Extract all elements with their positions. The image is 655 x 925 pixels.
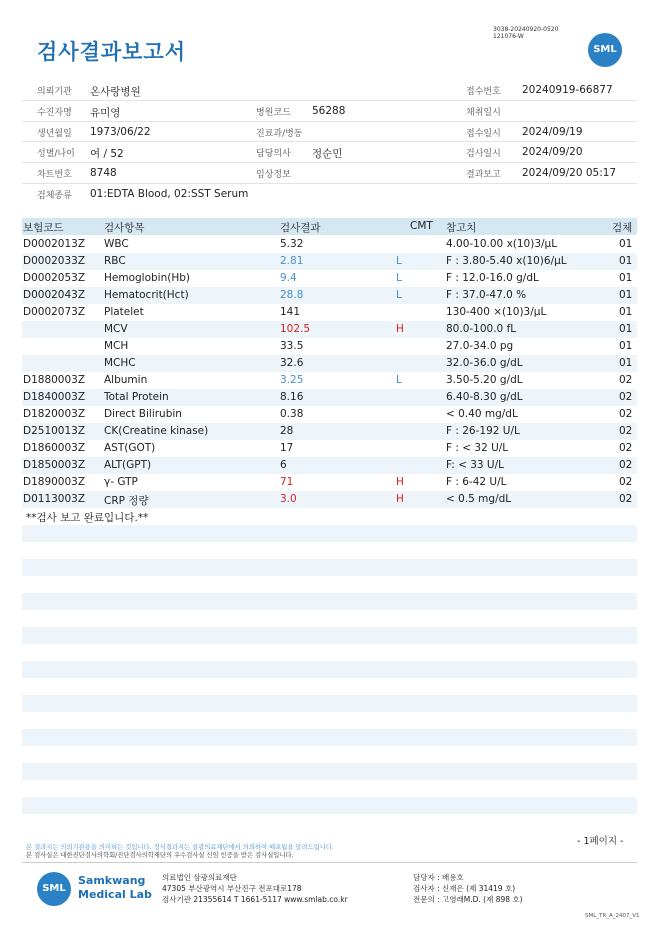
cell-ref: F : 6-42 U/L: [446, 476, 507, 488]
info-row: 성별/나이 여 / 52 담당의사 정순민 검사일시 2024/09/20: [22, 142, 637, 163]
table-row: [22, 491, 637, 508]
cell-code: D0002043Z: [23, 289, 86, 301]
empty-row: [22, 763, 637, 780]
empty-row: [22, 797, 637, 814]
hospital-code: 56288: [312, 104, 346, 117]
cell-ref: F : < 32 U/L: [446, 442, 509, 454]
table-row: [22, 321, 637, 338]
cell-cmt: H: [396, 493, 404, 505]
table-row: [22, 287, 637, 304]
cell-spec: 01: [619, 340, 633, 352]
cell-item: MCV: [104, 323, 128, 335]
cell-code: D0002053Z: [23, 272, 86, 284]
cell-ref: 3.50-5.20 g/dL: [446, 374, 523, 386]
cell-item: AST(GOT): [104, 442, 156, 454]
table-row: [22, 423, 637, 440]
completion-note: **검사 보고 완료입니다.**: [26, 512, 149, 524]
table-row: [22, 372, 637, 389]
results-table: [22, 236, 637, 508]
cell-ref: 80.0-100.0 fL: [446, 323, 517, 335]
patient-info: [22, 80, 637, 205]
results-table-header: 보험코드 검사항목 검사결과 CMT 참고치 검체: [22, 218, 637, 235]
cell-spec: 01: [619, 323, 633, 335]
institution: 온사랑병원: [90, 86, 141, 98]
cell-result: 28: [280, 425, 294, 437]
cell-code: D0002073Z: [23, 306, 86, 318]
birth-date: 1973/06/22: [90, 125, 151, 138]
info-row: 수진자명 유미영 병원코드 56288 채취일시: [22, 101, 637, 122]
cell-result: 28.8: [280, 289, 304, 301]
cell-spec: 01: [619, 272, 633, 284]
table-row: [22, 338, 637, 355]
divider: [22, 862, 637, 863]
chart-no: 8748: [90, 167, 117, 180]
info-row: 차트번호 8748 임상정보 결과보고 2024/09/20 05:17: [22, 163, 637, 184]
cell-item: Hemoglobin(Hb): [104, 272, 191, 284]
cell-code: D2510013Z: [23, 425, 86, 437]
cell-item: γ- GTP: [104, 476, 138, 488]
sml-logo: SML: [588, 33, 622, 67]
cell-spec: 01: [619, 306, 633, 318]
cell-ref: 27.0-34.0 pg: [446, 340, 514, 352]
table-row: [22, 406, 637, 423]
cell-spec: 01: [619, 289, 633, 301]
cell-code: D0113003Z: [23, 493, 86, 505]
cell-spec: 02: [619, 442, 633, 454]
disclaimer: 본 결과지는 의뢰기관용을 의미하는 것입니다. 정식결과지는 삼광의료재단에서 의뢰하여 배포됨을 알려드립니다.: [26, 844, 334, 851]
test-date: 2024/09/20: [522, 146, 583, 159]
cell-item: CK(Creatine kinase): [104, 425, 209, 437]
cell-ref: < 0.40 mg/dL: [446, 408, 518, 420]
org-address: 의료법인 삼광의료재단 47305 부산광역시 부산진구 전포대로178 검사기관 21355614 T 1661-5117 www.smlab.co.kr: [162, 873, 348, 904]
cell-result: 2.81: [280, 255, 304, 267]
brand-name: Samkwang Medical Lab: [78, 874, 152, 901]
cell-ref: 130-400 ×(10)3/μL: [446, 306, 547, 318]
cell-result: 32.6: [280, 357, 304, 369]
cell-item: CRP 정량: [104, 495, 149, 507]
receipt-date: 2024/09/19: [522, 125, 583, 138]
cell-spec: 02: [619, 493, 633, 505]
report-date: 2024/09/20 05:17: [522, 167, 617, 180]
cell-ref: F : 12.0-16.0 g/dL: [446, 272, 539, 284]
table-row: [22, 236, 637, 253]
cell-result: 141: [280, 306, 301, 318]
table-row: [22, 389, 637, 406]
cell-item: Total Protein: [104, 391, 169, 403]
cell-cmt: H: [396, 476, 404, 488]
cell-code: D1840003Z: [23, 391, 86, 403]
report-title: 검사결과보고서: [37, 40, 187, 64]
empty-row: [22, 695, 637, 712]
cell-result: 8.16: [280, 391, 304, 403]
cell-ref: < 0.5 mg/dL: [446, 493, 512, 505]
cell-item: Albumin: [104, 374, 148, 386]
page-number: - 1페이지 -: [577, 836, 624, 847]
cell-result: 17: [280, 442, 294, 454]
cell-ref: 6.40-8.30 g/dL: [446, 391, 523, 403]
table-row: [22, 270, 637, 287]
patient-name: 유미영: [90, 106, 121, 119]
cell-cmt: L: [396, 289, 402, 301]
table-row: [22, 457, 637, 474]
info-row: 검체종류 01:EDTA Blood, 02:SST Serum: [37, 187, 249, 201]
cell-ref: F : 26-192 U/L: [446, 425, 520, 437]
staff-list: 담당자 : 배용호 검사자 : 신재은 (제 31419 호) 전문의 : 고영래M.D. (제 898 호): [413, 873, 523, 904]
cell-result: 33.5: [280, 340, 304, 352]
info-row: 의뢰기관 온사랑병원 접수번호 20240919-66877: [22, 80, 637, 101]
cell-item: WBC: [104, 238, 129, 250]
cell-ref: 32.0-36.0 g/dL: [446, 357, 523, 369]
empty-row: [22, 729, 637, 746]
cell-cmt: L: [396, 272, 402, 284]
empty-row: [22, 627, 637, 644]
cell-result: 9.4: [280, 272, 297, 284]
empty-row: [22, 525, 637, 542]
empty-row: [22, 593, 637, 610]
cell-cmt: L: [396, 374, 402, 386]
cell-spec: 02: [619, 391, 633, 403]
cell-code: D1850003Z: [23, 459, 86, 471]
cell-spec: 02: [619, 459, 633, 471]
cell-spec: 02: [619, 374, 633, 386]
info-row: 생년월일 1973/06/22 진료과/병동 접수일시 2024/09/19: [22, 122, 637, 143]
cell-result: 3.0: [280, 493, 297, 505]
cell-result: 6: [280, 459, 287, 471]
cell-ref: F : 37.0-47.0 %: [446, 289, 527, 301]
cell-spec: 02: [619, 476, 633, 488]
table-row: [22, 355, 637, 372]
cell-item: Direct Bilirubin: [104, 408, 182, 420]
cell-code: D0002033Z: [23, 255, 86, 267]
cell-spec: 01: [619, 357, 633, 369]
table-row: [22, 440, 637, 457]
table-row: [22, 474, 637, 491]
sml-logo: SML: [37, 872, 71, 906]
cell-item: ALT(GPT): [104, 459, 152, 471]
cell-ref: F: < 33 U/L: [446, 459, 505, 471]
cell-item: RBC: [104, 255, 126, 267]
doctor: 정순민: [312, 148, 343, 161]
cell-item: Platelet: [104, 306, 144, 318]
cell-result: 0.38: [280, 408, 304, 420]
cell-spec: 01: [619, 238, 633, 250]
document-id: 3038-20240920-0520 121076-W: [493, 26, 559, 40]
form-code: SML_TR_A_2407_V1: [585, 913, 640, 919]
cell-code: D0002013Z: [23, 238, 86, 250]
cell-cmt: L: [396, 255, 402, 267]
cell-ref: 4.00-10.00 x(10)3/μL: [446, 238, 558, 250]
empty-row: [22, 559, 637, 576]
cell-spec: 01: [619, 255, 633, 267]
specimen-type: 01:EDTA Blood, 02:SST Serum: [90, 187, 249, 200]
empty-row: [22, 661, 637, 678]
cell-item: MCHC: [104, 357, 136, 369]
cell-spec: 02: [619, 408, 633, 420]
cell-item: Hematocrit(Hct): [104, 289, 189, 301]
sex-age: 여 / 52: [90, 148, 124, 161]
table-row: [22, 253, 637, 270]
table-row: [22, 304, 637, 321]
cell-spec: 02: [619, 425, 633, 437]
cell-result: 102.5: [280, 323, 311, 335]
cell-result: 5.32: [280, 238, 304, 250]
cell-code: D1880003Z: [23, 374, 86, 386]
cell-result: 3.25: [280, 374, 304, 386]
cell-ref: F : 3.80-5.40 x(10)6/μL: [446, 255, 567, 267]
cell-cmt: H: [396, 323, 404, 335]
cell-result: 71: [280, 476, 294, 488]
cell-code: D1890003Z: [23, 476, 86, 488]
cell-code: D1860003Z: [23, 442, 86, 454]
certification-note: 본 검사실은 대한진단검사의학회/진단검사의학재단의 우수검사실 신임 인증을 받은 검사실입니다.: [26, 852, 294, 859]
cell-code: D1820003Z: [23, 408, 86, 420]
cell-item: MCH: [104, 340, 129, 352]
receipt-no: 20240919-66877: [522, 84, 613, 96]
